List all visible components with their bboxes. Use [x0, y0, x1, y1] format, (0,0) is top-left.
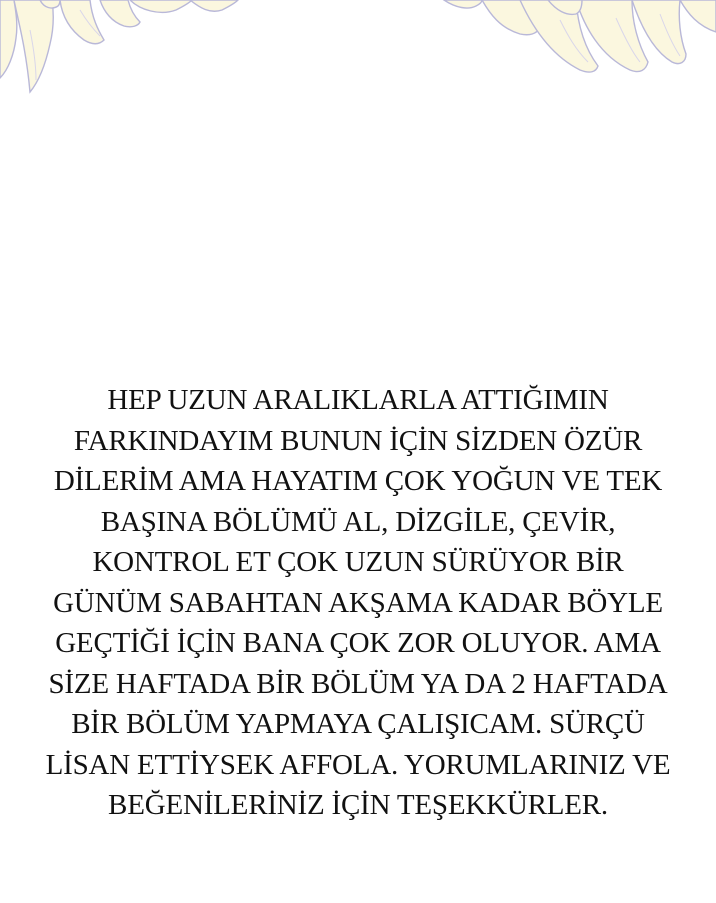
note-line: HEP UZUN ARALIKLARLA ATTIĞIMIN [107, 384, 609, 416]
petal-left-1 [0, 0, 17, 78]
petal-right-6 [680, 0, 716, 32]
note-line: DİLERİM AMA HAYATIM ÇOK YOĞUN VE TEK [53, 465, 663, 497]
note-line: GÜNÜM SABAHTAN AKŞAMA KADAR BÖYLE [53, 586, 663, 619]
note-line: LİSAN ETTİYSEK AFFOLA. YORUMLARINIZ VE [45, 748, 671, 781]
petal-left-6 [190, 0, 238, 11]
note-line: GEÇTİĞİ İÇİN BANA ÇOK ZOR OLUYOR. AMA [55, 627, 661, 659]
petal-left-3 [60, 0, 104, 44]
translator-note [0, 380, 716, 826]
note-line: BAŞINA BÖLÜMÜ AL, DİZGİLE, ÇEVİR, [100, 505, 616, 538]
petal-left-5 [130, 0, 192, 12]
note-line: KONTROL ET ÇOK UZUN SÜRÜYOR BİR [92, 546, 624, 578]
petal-right-1 [444, 0, 482, 8]
petal-left-2 [14, 0, 53, 92]
note-line: BEĞENİLERİNİZ İÇİN TEŞEKKÜRLER. [108, 789, 608, 821]
note-line: SİZE HAFTADA BİR BÖLÜM YA DA 2 HAFTADA [48, 667, 668, 700]
note-line: BİR BÖLÜM YAPMAYA ÇALIŞICAM. SÜRÇÜ [71, 708, 645, 740]
note-line: FARKINDAYIM BUNUN İÇİN SİZDEN ÖZÜR [73, 424, 643, 457]
flower-petals-decoration [0, 0, 716, 110]
